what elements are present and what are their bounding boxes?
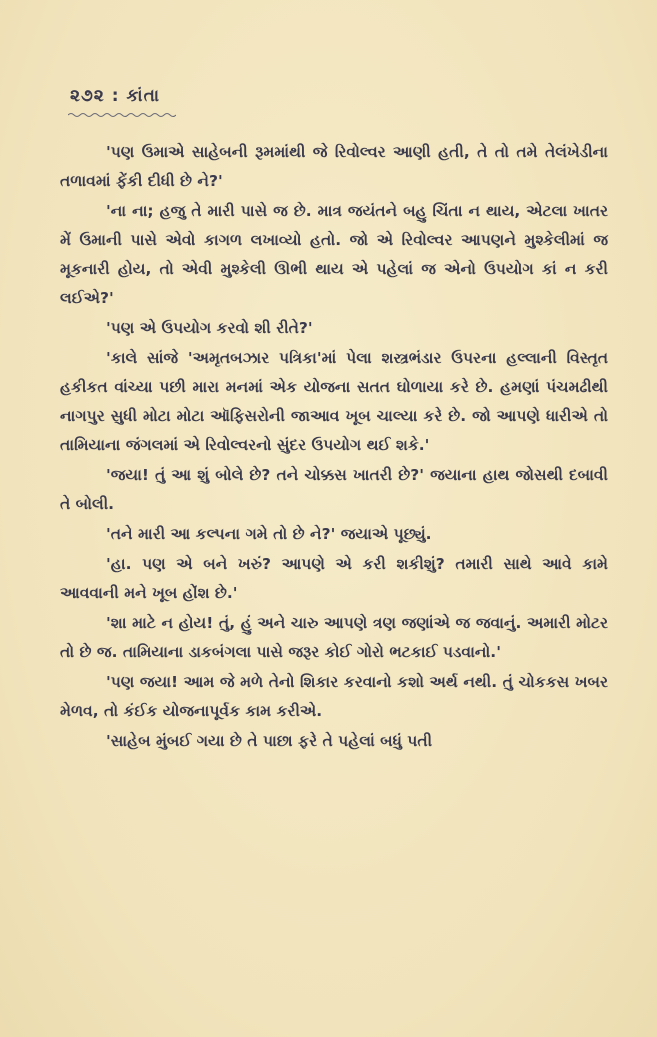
paragraph: 'તને મારી આ કલ્પના ગમે તો છે ને?' જયાએ પૂછ્યું. — [106, 525, 432, 543]
body-text — [60, 138, 608, 756]
paragraph: 'શા માટે ન હોય! તું, હું અને ચારુ આપણે ત્રણ જણાંએ જ જવાનું. અમારી મોટર તો છે જ. તામિયાના ડાકબંગલા પાસે જરૂર કોઈ ગોરો ભટકાઈ પડવાનો.' — [60, 614, 608, 661]
paragraph: 'પણ એ ઉપયોગ કરવો શી રીતે?' — [106, 319, 313, 337]
paragraph: 'હા. પણ એ બને ખરું? આપણે એ કરી શકીશું? તમારી સાથે આવે કામે આવવાની મને ખૂબ હોંશ છે.' — [60, 555, 608, 602]
paragraph: 'સાહેબ મુંબઈ ગયા છે તે પાછા ફરે તે પહેલાં બધું પતી — [106, 732, 433, 750]
paragraph: 'પણ ઉમાએ સાહેબની રૂમમાંથી જે રિવોલ્વર આણી હતી, તે તો તમે તેલંખેડીના તળાવમાં ફેંકી દીધી છે ને?' — [60, 143, 608, 190]
header-wavy-rule — [68, 112, 176, 118]
paragraph: 'પણ જયા! આમ જે મળે તેનો શિકાર કરવાનો કશો અર્થ નથી. તું ચોકકસ ખબર મેળવ, તો કંઈક યોજનાપૂર્વક કામ કરીએ. — [60, 673, 608, 720]
paragraph: 'જયા! તું આ શું બોલે છે? તને ચોક્કસ ખાતરી છે?' જયાના હાથ જોસથી દબાવી તે બોલી. — [60, 466, 608, 513]
paragraph: 'ના ના; હજુ તે મારી પાસે જ છે. માત્ર જયંતને બહુ ચિંતા ન થાય, એટલા ખાતર મેં ઉમાની પાસે એવો કાગળ લખાવ્યો હતો. જો એ રિવોલ્વર આપણને મુશ્કેલીમાં જ મૂકનારી હોય, તો એવી મુશ્કેલી ઊભી થાય એ પહેલાં જ એનો ઉપયોગ કાં ન કરી લઈએ?' — [60, 202, 608, 307]
paragraph: 'કાલે સાંજે 'અમૃતબઝાર પત્રિકા'માં પેલા શસ્ત્રભંડાર ઉપરના હલ્લાની વિસ્તૃત હકીકત વાંચ્યા પછી મારા મનમાં એક યોજના સતત ઘોળાયા કરે છે. હમણાં પંચમઢીથી નાગપુર સુધી મોટા મોટા ઑફિસરોની જાઆવ ખૂબ ચાલ્યા કરે છે. જો આપણે ધારીએ તો તામિયાના જંગલમાં એ રિવોલ્વરનો સુંદર ઉપયોગ થઈ શકે.' — [60, 349, 608, 454]
page-header: ૨૭૨ : કાંતા — [70, 86, 161, 106]
